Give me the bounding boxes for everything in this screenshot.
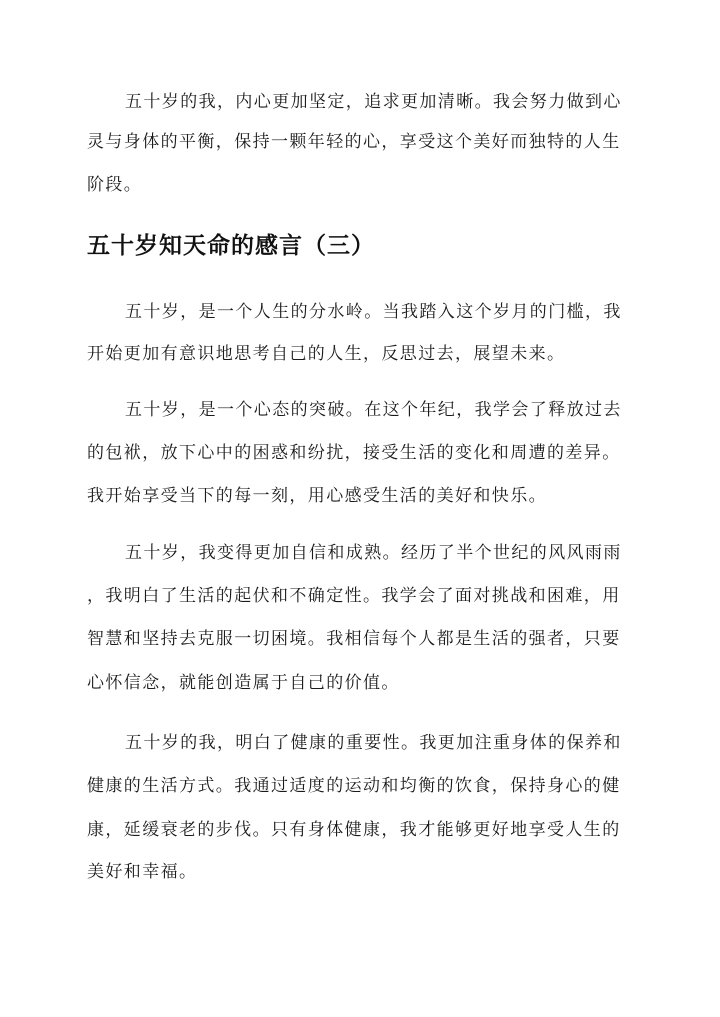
paragraph-line: 开始更加有意识地思考自己的人生，反思过去，展望未来。 bbox=[87, 344, 566, 364]
paragraph-line: 心怀信念，就能创造属于自己的价值。 bbox=[87, 673, 400, 693]
paragraph-line: 智慧和坚持去克服一切困境。我相信每个人都是生活的强者，只要 bbox=[87, 629, 621, 649]
section-heading: 五十岁知天命的感言（三） bbox=[87, 232, 375, 259]
paragraph-line: 五十岁，是一个心态的突破。在这个年纪，我学会了释放过去 bbox=[125, 400, 622, 420]
paragraph-line: 阶段。 bbox=[87, 175, 143, 195]
paragraph-line: 五十岁，是一个人生的分水岭。当我踏入这个岁月的门槛，我 bbox=[125, 302, 622, 322]
paragraph-line: 灵与身体的平衡，保持一颗年轻的心，享受这个美好而独特的人生 bbox=[87, 132, 621, 152]
paragraph-line: 五十岁的我，内心更加坚定，追求更加清晰。我会努力做到心 bbox=[125, 92, 622, 112]
paragraph-line: 的包袱，放下心中的困惑和纷扰，接受生活的变化和周遭的差异。 bbox=[87, 443, 621, 463]
paragraph-line: 五十岁的我，明白了健康的重要性。我更加注重身体的保养和 bbox=[125, 733, 622, 753]
paragraph-line: 美好和幸福。 bbox=[87, 862, 198, 882]
paragraph-line: 健康的生活方式。我通过适度的运动和均衡的饮食，保持身心的健 bbox=[87, 776, 621, 796]
paragraph-line: 我开始享受当下的每一刻，用心感受生活的美好和快乐。 bbox=[87, 486, 547, 506]
paragraph-line: 康，延缓衰老的步伐。只有身体健康，我才能够更好地享受人生的 bbox=[87, 820, 621, 840]
paragraph-line: ，我明白了生活的起伏和不确定性。我学会了面对挑战和困难，用 bbox=[87, 586, 621, 606]
paragraph-line: 五十岁，我变得更加自信和成熟。经历了半个世纪的风风雨雨 bbox=[125, 543, 622, 563]
